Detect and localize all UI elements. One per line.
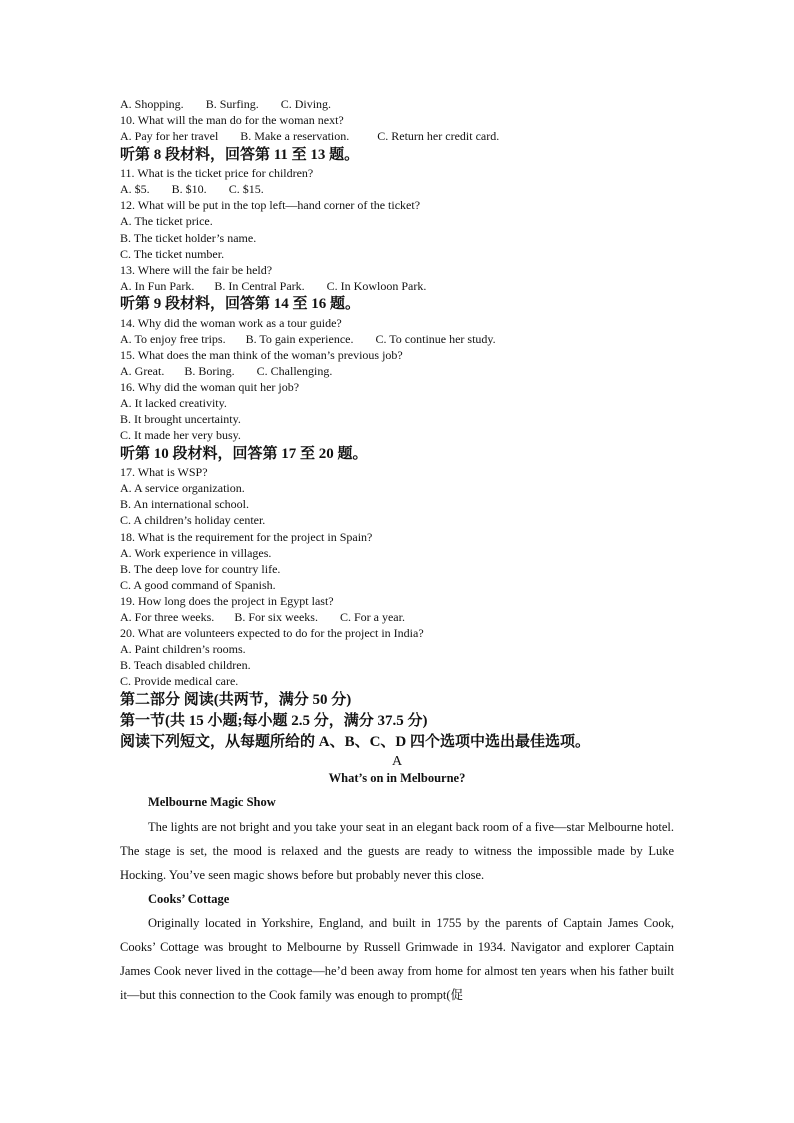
q12-question: 12. What will be put in the top left—hand corner of the ticket?	[120, 198, 421, 212]
q18-option-b: B. The deep love for country life.	[120, 562, 281, 576]
passage-title: What’s on in Melbourne?	[328, 771, 466, 785]
reading-section-header: 第一节(共 15 小题;每小题 2.5 分，满分 37.5 分)	[120, 713, 428, 729]
item2-paragraph: Originally located in Yorkshire, England, and built in 1755 by the parents of Captain James Cook, Cooks’ Cottage was brought to Melbourne by Russell Grimwade in 1934. Navigator and explorer Captain James Cook never lived in the cottage—he’d been away from home for almost ten years when his father built it—but this connection to the Cook family was enough to prompt(促	[120, 916, 674, 1002]
q17-option-b: B. An international school.	[120, 497, 249, 511]
q16-option-b: B. It brought uncertainty.	[120, 412, 241, 426]
section8-header: 听第 8 段材料，回答第 11 至 13 题。	[120, 147, 360, 163]
q20-option-b: B. Teach disabled children.	[120, 658, 251, 672]
q14-option-b: B. To gain experience.	[245, 332, 354, 346]
passage-label: A	[391, 754, 403, 769]
q20-option-c: C. Provide medical care.	[120, 674, 239, 688]
q10-question: 10. What will the man do for the woman next?	[120, 113, 344, 127]
q14-option-a: A. To enjoy free trips.	[120, 332, 226, 346]
q15-options	[120, 363, 332, 379]
q11-options	[120, 181, 264, 197]
reading-instruction: 阅读下列短文，从每题所给的 A、B、C、D 四个选项中选出最佳选项。	[120, 734, 591, 750]
q11-option-c: C. $15.	[228, 182, 264, 196]
q11-option-b: B. $10.	[171, 182, 207, 196]
q15-question: 15. What does the man think of the woman’s previous job?	[120, 348, 403, 362]
q18-option-a: A. Work experience in villages.	[120, 546, 272, 560]
q11-option-a: A. $5.	[120, 182, 150, 196]
q9-options	[120, 96, 331, 112]
q10-option-a: A. Pay for her travel	[120, 129, 219, 143]
section10-header: 听第 10 段材料，回答第 17 至 20 题。	[120, 446, 368, 462]
q17-option-a: A. A service organization.	[120, 481, 245, 495]
q12-option-c: C. The ticket number.	[120, 247, 225, 261]
q20-option-a: A. Paint children’s rooms.	[120, 642, 246, 656]
q19-option-b: B. For six weeks.	[234, 610, 318, 624]
q16-question: 16. Why did the woman quit her job?	[120, 380, 300, 394]
q9-option-a: A. Shopping.	[120, 97, 184, 111]
item1-paragraph: The lights are not bright and you take your seat in an elegant back room of a five—star Melbourne hotel. The stage is set, the mood is relaxed and the guests are ready to witness the impossible made by Luke Hocking. You’ve seen magic shows before but probably never this close.	[120, 820, 674, 882]
q16-option-a: A. It lacked creativity.	[120, 396, 227, 410]
q19-option-c: C. For a year.	[339, 610, 405, 624]
q17-question: 17. What is WSP?	[120, 465, 208, 479]
q10-options	[120, 128, 499, 144]
q16-option-c: C. It made her very busy.	[120, 428, 241, 442]
q19-option-a: A. For three weeks.	[120, 610, 215, 624]
q19-question: 19. How long does the project in Egypt last?	[120, 594, 334, 608]
q19-options	[120, 609, 405, 625]
q15-option-a: A. Great.	[120, 364, 165, 378]
q13-option-b: B. In Central Park.	[214, 279, 305, 293]
q13-option-c: C. In Kowloon Park.	[326, 279, 427, 293]
q13-options	[120, 278, 426, 294]
item1-title: Melbourne Magic Show	[148, 795, 276, 809]
q10-option-c: C. Return her credit card.	[377, 129, 500, 143]
q13-question: 13. Where will the fair be held?	[120, 263, 273, 277]
q18-option-c: C. A good command of Spanish.	[120, 578, 276, 592]
q12-option-b: B. The ticket holder’s name.	[120, 231, 257, 245]
q13-option-a: A. In Fun Park.	[120, 279, 195, 293]
q17-option-c: C. A children’s holiday center.	[120, 513, 266, 527]
section9-header: 听第 9 段材料，回答第 14 至 16 题。	[120, 296, 361, 312]
q14-options	[120, 331, 496, 347]
q14-option-c: C. To continue her study.	[375, 332, 496, 346]
q9-option-b: B. Surfing.	[205, 97, 259, 111]
q12-option-a: A. The ticket price.	[120, 214, 213, 228]
q14-question: 14. Why did the woman work as a tour guide?	[120, 316, 342, 330]
q18-question: 18. What is the requirement for the project in Spain?	[120, 530, 373, 544]
q20-question: 20. What are volunteers expected to do for the project in India?	[120, 626, 424, 640]
q9-option-c: C. Diving.	[280, 97, 332, 111]
reading-part-header: 第二部分 阅读(共两节，满分 50 分)	[120, 692, 352, 708]
q15-option-b: B. Boring.	[184, 364, 235, 378]
q15-option-c: C. Challenging.	[256, 364, 333, 378]
q10-option-b: B. Make a reservation.	[240, 129, 350, 143]
q11-question: 11. What is the ticket price for children?	[120, 166, 314, 180]
item2-title: Cooks’ Cottage	[148, 892, 230, 906]
